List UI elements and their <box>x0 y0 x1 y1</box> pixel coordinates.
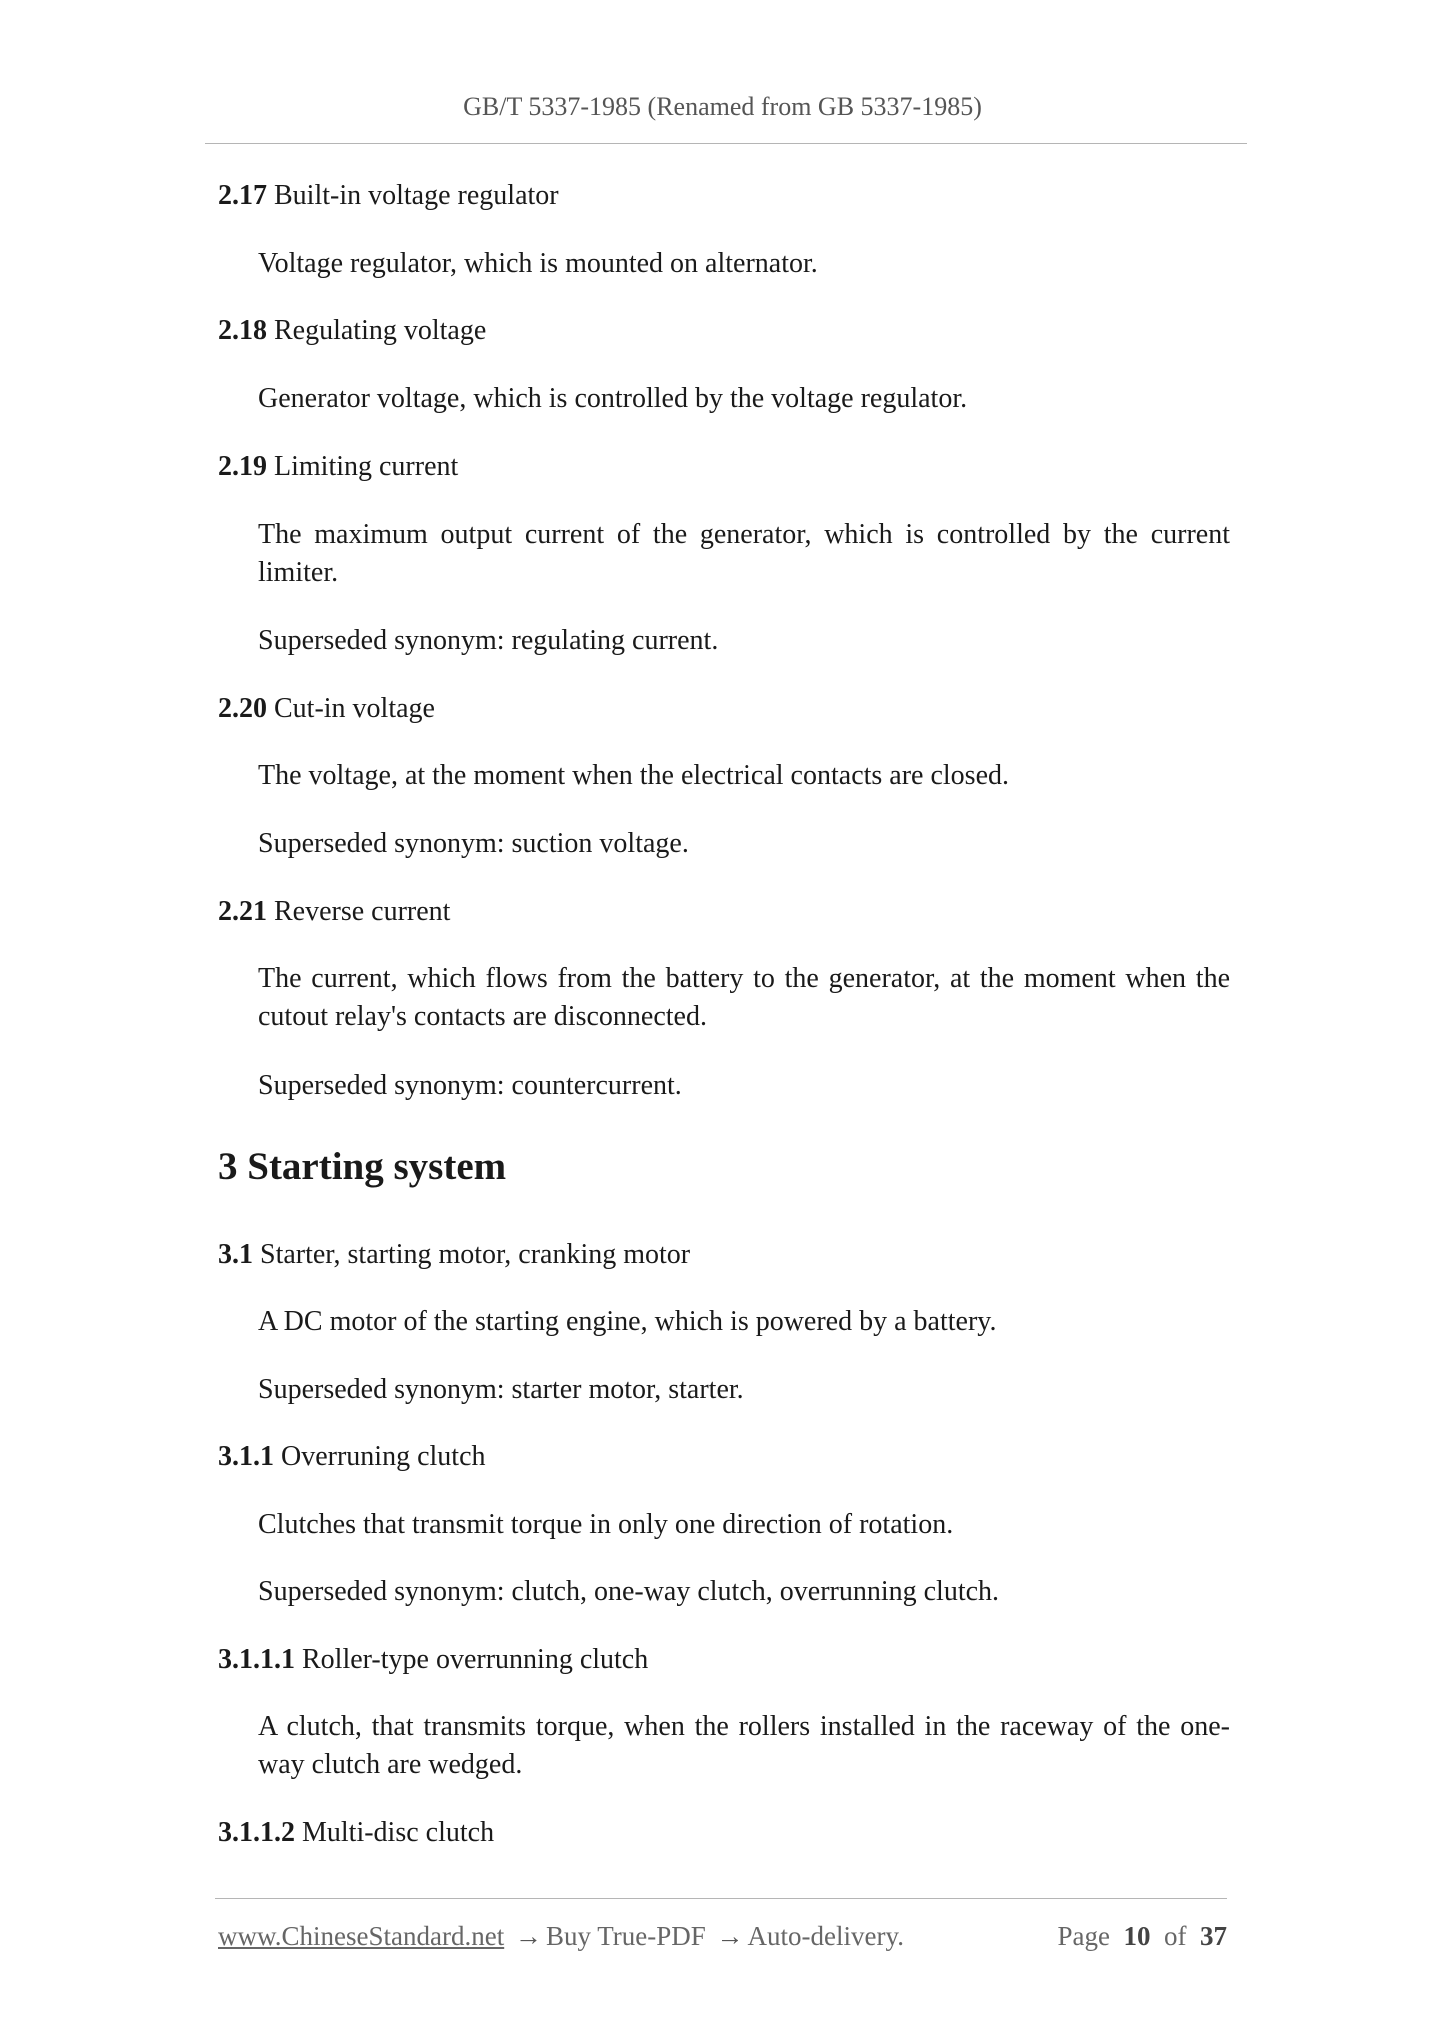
superseded-synonym: Superseded synonym: regulating current. <box>258 625 719 656</box>
definition: The maximum output current of the generator, which is controlled by the current limiter. <box>258 519 1230 588</box>
term-number: 3.1.1 <box>218 1441 274 1472</box>
definition: The voltage, at the moment when the electrical contacts are closed. <box>258 760 1010 791</box>
term-number: 3.1 <box>218 1239 253 1270</box>
term-3-1-1 <box>218 1438 486 1476</box>
term-number: 2.21 <box>218 896 267 927</box>
term-title: Reverse current <box>274 896 451 927</box>
term-2-17 <box>218 177 559 215</box>
term-number: 2.20 <box>218 693 267 724</box>
term-title: Starter, starting motor, cranking motor <box>260 1239 691 1270</box>
term-title: Cut-in voltage <box>274 693 435 724</box>
delivery-text: Auto-delivery. <box>747 1921 904 1951</box>
term-number: 2.17 <box>218 180 267 211</box>
page-number <box>1058 1918 1227 1954</box>
page-current: 10 <box>1123 1921 1151 1951</box>
term-title: Built-in voltage regulator <box>274 180 559 211</box>
term-title: Overruning clutch <box>281 1441 486 1472</box>
definition: Clutches that transmit torque in only one direction of rotation. <box>258 1509 954 1540</box>
superseded-synonym: Superseded synonym: countercurrent. <box>258 1070 682 1101</box>
footer-promo <box>218 1918 904 1954</box>
page-total: 37 <box>1200 1921 1227 1951</box>
term-number: 2.18 <box>218 315 267 346</box>
of-label: of <box>1164 1921 1187 1951</box>
term-title: Multi-disc clutch <box>302 1817 495 1848</box>
term-2-21 <box>218 893 450 931</box>
term-3-1 <box>218 1236 690 1274</box>
definition: A clutch, that transmits torque, when the rollers installed in the raceway of the one-way clutch are wedged. <box>258 1711 1230 1780</box>
term-title: Regulating voltage <box>274 315 487 346</box>
site-link[interactable]: www.ChineseStandard.net <box>218 1921 505 1951</box>
term-number: 2.19 <box>218 451 267 482</box>
term-2-18 <box>218 312 486 350</box>
term-3-1-1-2 <box>218 1814 494 1852</box>
definition: The current, which flows from the battery to the generator, at the moment when the cutout relay's contacts are disconnected. <box>258 963 1230 1032</box>
term-2-20 <box>218 690 435 728</box>
section-heading: 3 Starting system <box>218 1145 507 1188</box>
term-number: 3.1.1.2 <box>218 1817 295 1848</box>
footer-rule <box>215 1898 1227 1899</box>
page-label: Page <box>1057 1921 1110 1951</box>
superseded-synonym: Superseded synonym: suction voltage. <box>258 828 689 859</box>
term-3-1-1-1 <box>218 1641 648 1679</box>
definition: A DC motor of the starting engine, which is powered by a battery. <box>258 1306 997 1337</box>
buy-text: Buy True-PDF <box>545 1921 706 1951</box>
arrow-right-icon: → <box>514 1921 542 1951</box>
term-title: Limiting current <box>274 451 459 482</box>
definition: Voltage regulator, which is mounted on alternator. <box>258 248 818 279</box>
superseded-synonym: Superseded synonym: starter motor, starter. <box>258 1374 744 1405</box>
term-title: Roller-type overrunning clutch <box>302 1644 649 1675</box>
superseded-synonym: Superseded synonym: clutch, one-way clutch, overrunning clutch. <box>258 1576 1000 1607</box>
page-header: GB/T 5337-1985 (Renamed from GB 5337-1985) <box>463 92 982 121</box>
term-2-19 <box>218 448 458 486</box>
term-number: 3.1.1.1 <box>218 1644 295 1675</box>
arrow-right-icon: → <box>716 1921 744 1951</box>
definition: Generator voltage, which is controlled by the voltage regulator. <box>258 383 968 414</box>
